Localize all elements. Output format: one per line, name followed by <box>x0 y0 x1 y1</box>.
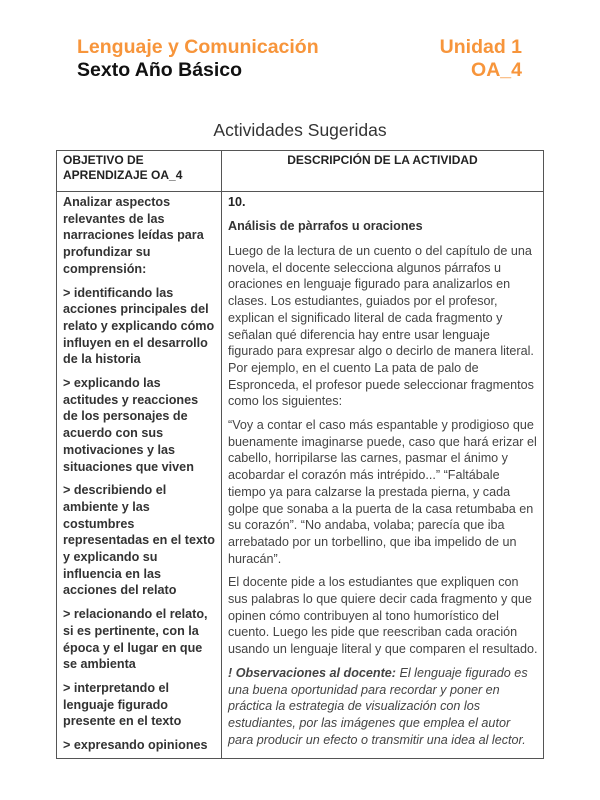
activity-cell <box>222 192 544 759</box>
activity-title: Análisis de pàrrafos u oraciones <box>228 219 423 233</box>
objective-item: > identificando las acciones principales del relato y explicando cómo influyen en el desarrollo de la historia <box>63 285 215 367</box>
activity-paragraph: El docente pide a los estudiantes que expliquen con sus palabras lo que quiere decir cada fragmento y que opinen cómo contribuyen al tono humorístico del cuento. Luego les pide que reescriban cada oración usando un lenguaje literal y que comparen el resultado. <box>228 575 538 657</box>
activity-number: 10. <box>228 195 246 209</box>
objective-item: > relacionando el relato, si es pertinente, con la época y el lugar en que se ambienta <box>63 607 208 672</box>
objective-cell <box>57 192 222 759</box>
grade-label: Sexto Año Básico <box>77 59 243 81</box>
section-title: Actividades Sugeridas <box>213 120 387 140</box>
column-header-description: DESCRIPCIÓN DE LA ACTIVIDAD <box>222 151 544 192</box>
objective-item: > interpretando el lenguaje figurado presente en el texto <box>63 680 182 729</box>
objective-intro: Analizar aspectos relevantes de las narraciones leídas para profundizar su comprensión: <box>63 195 204 276</box>
objective-item: > explicando las actitudes y reacciones de los personajes de acuerdo con sus motivaciones y las situaciones que viven <box>63 376 199 474</box>
subject-title: Lenguaje y Comunicación <box>77 36 319 58</box>
header-right <box>440 36 522 82</box>
table-header-row <box>57 151 544 192</box>
observation-text: El lenguaje figurado es una buena oportunidad para recordar y poner en práctica la estrategia de visualización con los estudiantes, por las imágenes que emplea el autor para producir un efecto o transmitir una idea al lector. <box>228 665 528 747</box>
objective-item: > expresando opiniones <box>63 738 208 753</box>
activity-paragraph: Luego de la lectura de un cuento o del capítulo de una novela, el docente selecciona algunos párrafos u oraciones en lenguaje figurado para analizarlos en clases. Los estudiantes, guiados por el profesor, explican el significado literal de cada fragmento y señalan qué diferencia hay entre usar lenguaje figurado para expresar algo o decirlo de manera literal. Por ejemplo, en el cuento La pata de palo de Espronceda, el profesor puede seleccionar fragmentos como los siguientes: <box>228 244 534 409</box>
objective-item: > describiendo el ambiente y las costumbres representadas en el texto y explicando su influencia en las acciones del relato <box>63 483 215 598</box>
teacher-observation <box>228 665 538 749</box>
unit-label: Unidad 1 <box>439 36 522 58</box>
activities-table <box>56 150 544 759</box>
column-header-objective: OBJETIVO DE APRENDIZAJE OA_4 <box>57 151 222 192</box>
oa-code-label: OA_4 <box>471 59 522 81</box>
header-left <box>77 36 319 82</box>
observation-label: ! Observaciones al docente: <box>228 665 396 680</box>
activity-quote: “Voy a contar el caso más espantable y prodigioso que buenamente imaginarse puede, caso que hará erizar el cabello, horripilarse las carnes, pasmar el ánimo y acobardar el corazón más intrépido...” “Faltábale tiempo ya para calzarse la prestada pierna, y cada golpe que sonaba a la puerta de la casa retumbaba en su corazón”. “No andaba, volaba; parecía que iba arrebatado por un torbellino, que iba impelido de un huracán”. <box>228 418 537 566</box>
table-row <box>57 192 544 759</box>
